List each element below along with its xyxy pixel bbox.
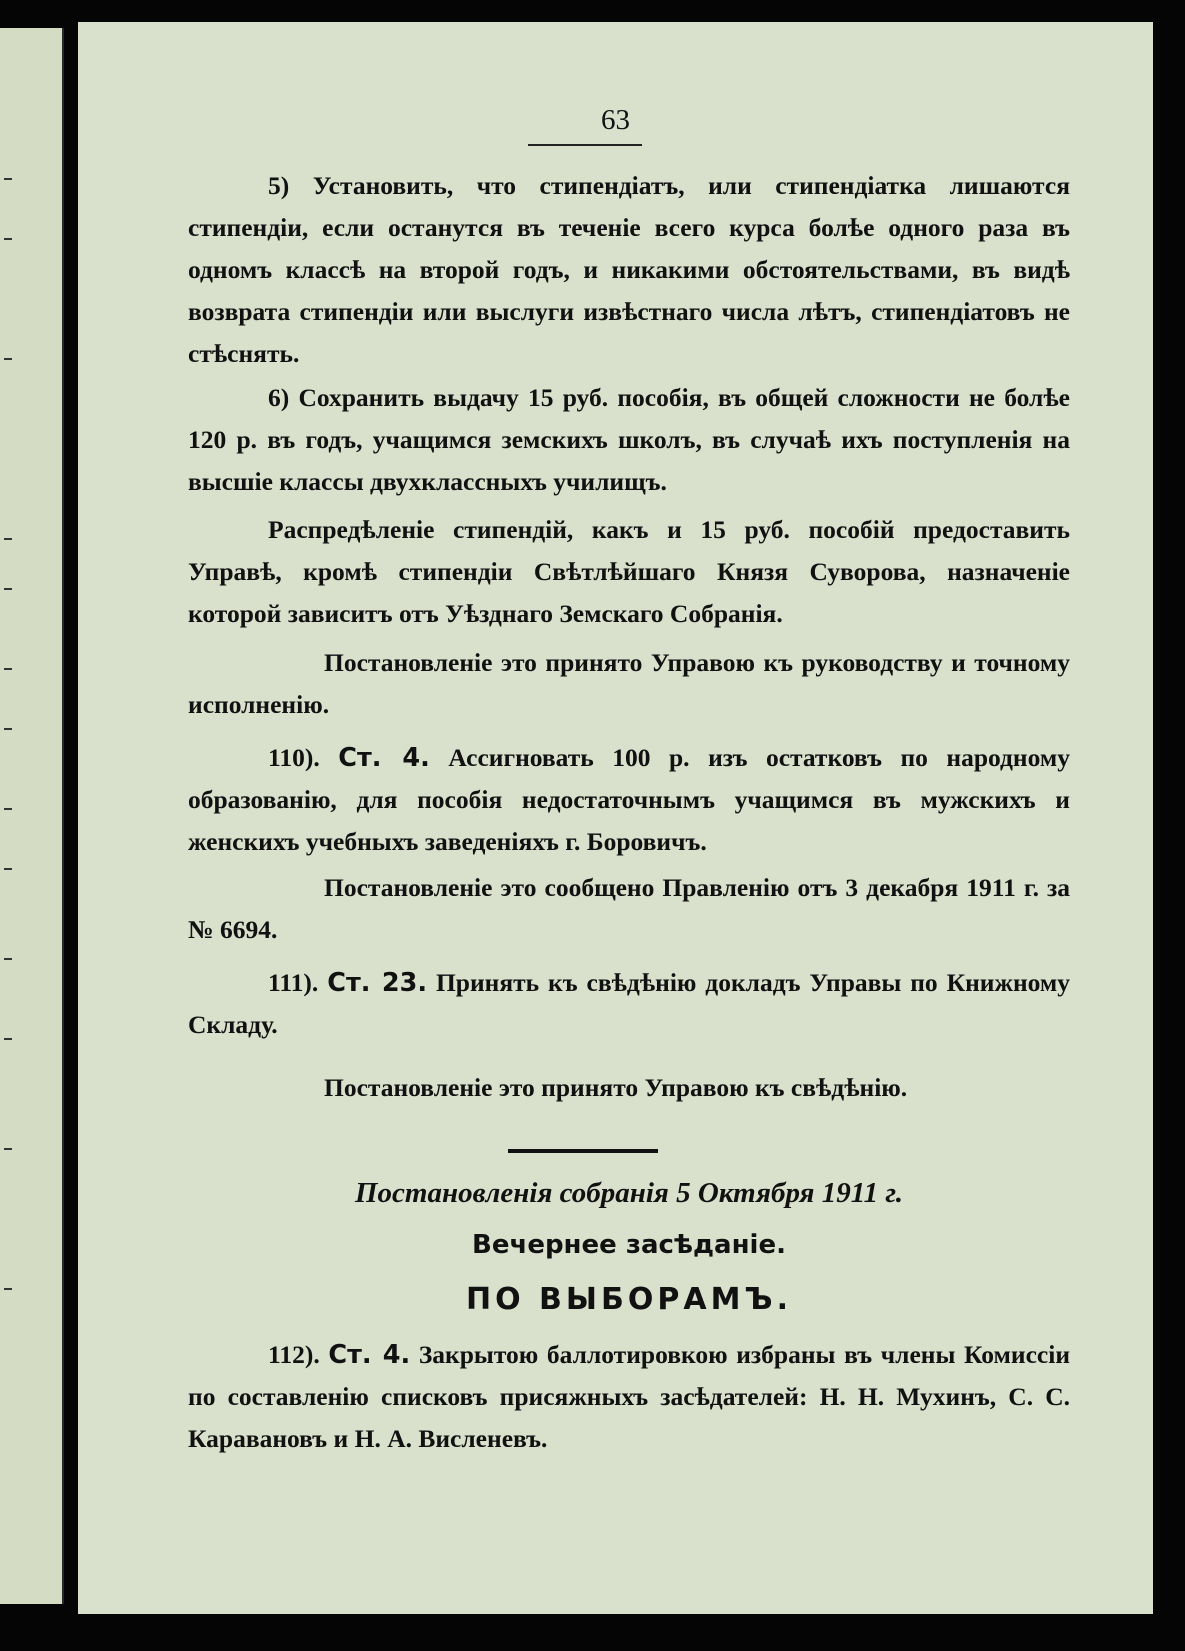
page-number-underline — [528, 144, 642, 146]
document-page — [78, 22, 1153, 1614]
item-110-text: Ассигновать 100 р. изъ остатковъ по народному образованію, для пособія недостаточнымъ учащимся въ мужскихъ и женскихъ учебныхъ заведеніяхъ г. Боровичъ. — [188, 743, 1071, 856]
resolution-3: Постановленіе это принято Управою къ свѣдѣнію. — [324, 1073, 908, 1102]
resolution-2: Постановленіе это сообщено Правленію отъ 3 декабря 1911 г. за № 6694. — [188, 873, 1070, 944]
session-heading: Постановленія собранія 5 Октября 1911 г. — [355, 1177, 903, 1209]
section-divider — [508, 1149, 658, 1153]
item-111-number: 111). — [268, 968, 319, 997]
item-111 — [188, 962, 1070, 1046]
item-110-article: Ст. 4. — [338, 743, 430, 773]
item-112-number: 112). — [268, 1340, 320, 1369]
elections-heading: ПО ВЫБОРАМЪ. — [465, 1282, 792, 1317]
paragraph-6: 6) Сохранить выдачу 15 руб. пособія, въ общей сложности не болѣе 120 р. въ годъ, учащимся земскихъ школъ, въ случаѣ ихъ поступленія на высшіе классы двухклассныхъ училищъ. — [188, 383, 1070, 496]
item-110 — [188, 737, 1070, 863]
paragraph-5: 5) Установить, что стипендіатъ, или стипендіатка лишаются стипендіи, если останутся въ теченіе всего курса болѣе одного раза въ одномъ классѣ на второй годъ, и никакими обстоятельствами, въ видѣ возврата стипендіи или выслуги извѣстнаго числа лѣтъ, стипендіатовъ не стѣснять. — [188, 171, 1070, 368]
item-111-text: Принять къ свѣдѣнію докладъ Управы по Книжному Складу. — [188, 968, 1071, 1039]
page-number: 63 — [601, 104, 630, 136]
previous-page-edge — [0, 28, 64, 1604]
item-112 — [188, 1334, 1070, 1460]
resolution-1: Постановленіе это принято Управою къ руководству и точному исполненію. — [188, 648, 1070, 719]
item-110-number: 110). — [268, 743, 320, 772]
item-112-text: Закрытою баллотировкою избраны въ члены Комиссіи по составленію списковъ присяжныхъ засѣдателей: Н. Н. Мухинъ, С. С. Каравановъ и Н. А. Висленевъ. — [188, 1340, 1071, 1453]
item-112-article: Ст. 4. — [328, 1340, 411, 1370]
evening-session-heading: Вечернее засѣданіе. — [472, 1230, 786, 1260]
item-111-article: Ст. 23. — [327, 968, 428, 998]
distribution-paragraph: Распредѣленіе стипендій, какъ и 15 руб. пособій предоставить Управѣ, кромѣ стипендіи Свѣтлѣйшаго Князя Суворова, назначеніе которой зависитъ отъ Уѣзднаго Земскаго Собранія. — [188, 515, 1070, 628]
